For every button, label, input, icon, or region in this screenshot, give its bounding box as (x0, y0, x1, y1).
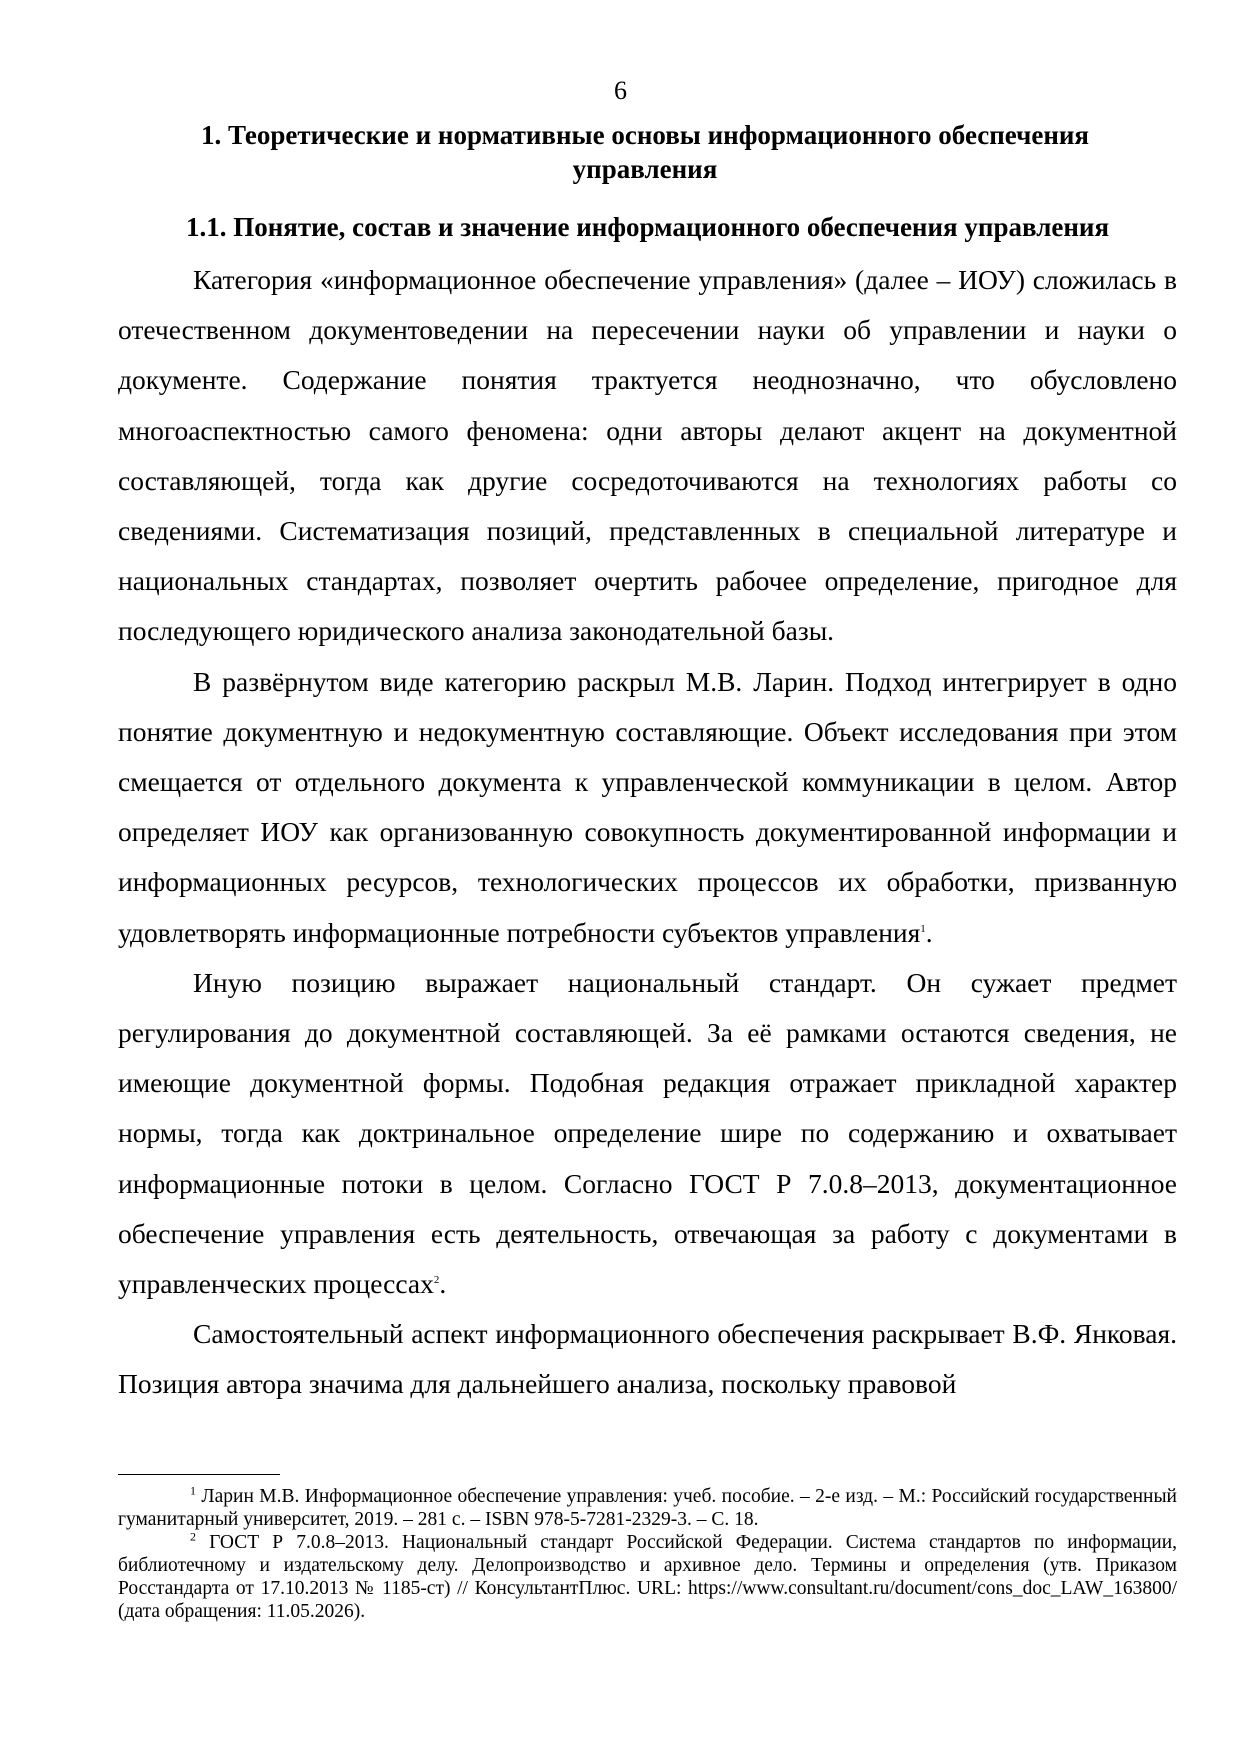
chapter-title: 1. Теоретические и нормативные основы информационного обеспечения управления (200, 120, 1090, 184)
paragraph-text: В развёрнутом виде категорию раскрыл М.В. Ларин. Подход интегрирует в одно понятие документную и недокументную составляющие. Объект исследования при этом смещается от отдельного документа к управленческой коммуникации в целом. Автор определяет ИОУ как организованную совокупность документированной информации и информационных ресурсов, технологических процессов их обработки, призванную удовлетворять информационные потребности субъектов управления (118, 665, 1177, 948)
paragraph-4 (118, 1309, 1177, 1409)
footnote-separator (118, 1474, 280, 1475)
footnotes (118, 1485, 1177, 1623)
paragraph-tail: . (925, 916, 933, 948)
footnote-1 (118, 1485, 1177, 1531)
section-title: 1.1. Понятие, состав и значение информационного обеспечения управления (185, 212, 1110, 242)
page-number: 6 (614, 76, 627, 105)
footnote-mark: 2 (190, 1529, 196, 1544)
footnote-reference[interactable]: 2 (433, 1273, 440, 1286)
footnote-text: ГОСТ Р 7.0.8–2013. Национальный стандарт Российской Федерации. Система стандартов по информации, библиотечному и издательскому делу. Делопроизводство и архивное дело. Термины и определения (утв. Приказом Росстандарта от 17.10.2013 № 1185-ст) // КонсультантПлюс. URL: https://www.consultant.ru/document/cons_doc_LAW_163800/ (дата обращения: 11.05.2026). (118, 1532, 1178, 1622)
paragraph-text: Самостоятельный аспект информационного обеспечения раскрывает В.Ф. Янковая. Позиция автора значима для дальнейшего анализа, поскольку правовой (118, 1318, 1177, 1400)
footnote-2 (118, 1531, 1177, 1623)
paragraph-3 (118, 958, 1177, 1309)
paragraph-2 (118, 657, 1177, 958)
paragraph-tail: . (439, 1268, 447, 1300)
paragraph-1 (118, 255, 1177, 657)
footnote-mark: 1 (190, 1483, 196, 1498)
paragraph-text: Категория «информационное обеспечение управления» (далее – ИОУ) сложилась в отечественном документоведении на пересечении науки об управлении и науки о документе. Содержание понятия трактуется неоднозначно, что обусловлено многоаспектностью самого феномена: одни авторы делают акцент на документной составляющей, тогда как другие сосредоточиваются на технологиях работы со сведениями. Систематизация позиций, представленных в специальной литературе и национальных стандартах, позволяет очертить рабочее определение, пригодное для последующего юридического анализа законодательной базы. (118, 264, 1177, 647)
footnote-text: Ларин М.В. Информационное обеспечение управления: учеб. пособие. – 2-е изд. – М.: Российский государственный гуманитарный университет, 2019. – 281 с. – ISBN 978-5-7281-2329-3. – С. 18. (118, 1486, 1177, 1530)
paragraph-text: Иную позицию выражает национальный стандарт. Он сужает предмет регулирования до документной составляющей. За её рамками остаются сведения, не имеющие документной формы. Подобная редакция отражает прикладной характер нормы, тогда как доктринальное определение шире по содержанию и охватывает информационные потоки в целом. Согласно ГОСТ Р 7.0.8–2013, документационное обеспечение управления есть деятельность, отвечающая за работу с документами в управленческих процессах (118, 966, 1177, 1300)
body-text (118, 255, 1177, 1410)
footnote-reference[interactable]: 1 (920, 922, 926, 935)
